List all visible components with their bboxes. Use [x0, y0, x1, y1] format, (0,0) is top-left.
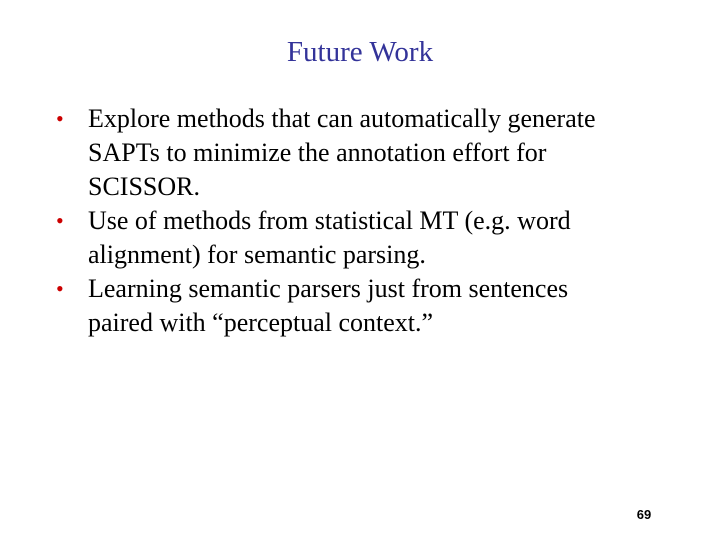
bullet-item: [56, 204, 656, 272]
bullet-item: [56, 102, 656, 204]
page-number: 69: [636, 507, 652, 522]
bullet-text-line: Use of methods from statistical MT (e.g. word: [88, 206, 571, 235]
bullet-item: [56, 272, 656, 340]
bullet-icon: •: [56, 106, 64, 131]
bullet-list: [56, 102, 656, 340]
bullet-text-line: SAPTs to minimize the annotation effort for: [88, 138, 547, 167]
slide-title: Future Work: [286, 36, 434, 68]
bullet-text-line: paired with “perceptual context.”: [88, 308, 434, 337]
bullet-icon: •: [56, 208, 64, 233]
bullet-text-line: Learning semantic parsers just from sentences: [88, 274, 569, 303]
bullet-text-line: Explore methods that can automatically generate: [88, 104, 596, 133]
bullet-text-line: SCISSOR.: [88, 172, 200, 201]
bullet-text-line: alignment) for semantic parsing.: [88, 240, 426, 269]
bullet-icon: •: [56, 276, 64, 301]
